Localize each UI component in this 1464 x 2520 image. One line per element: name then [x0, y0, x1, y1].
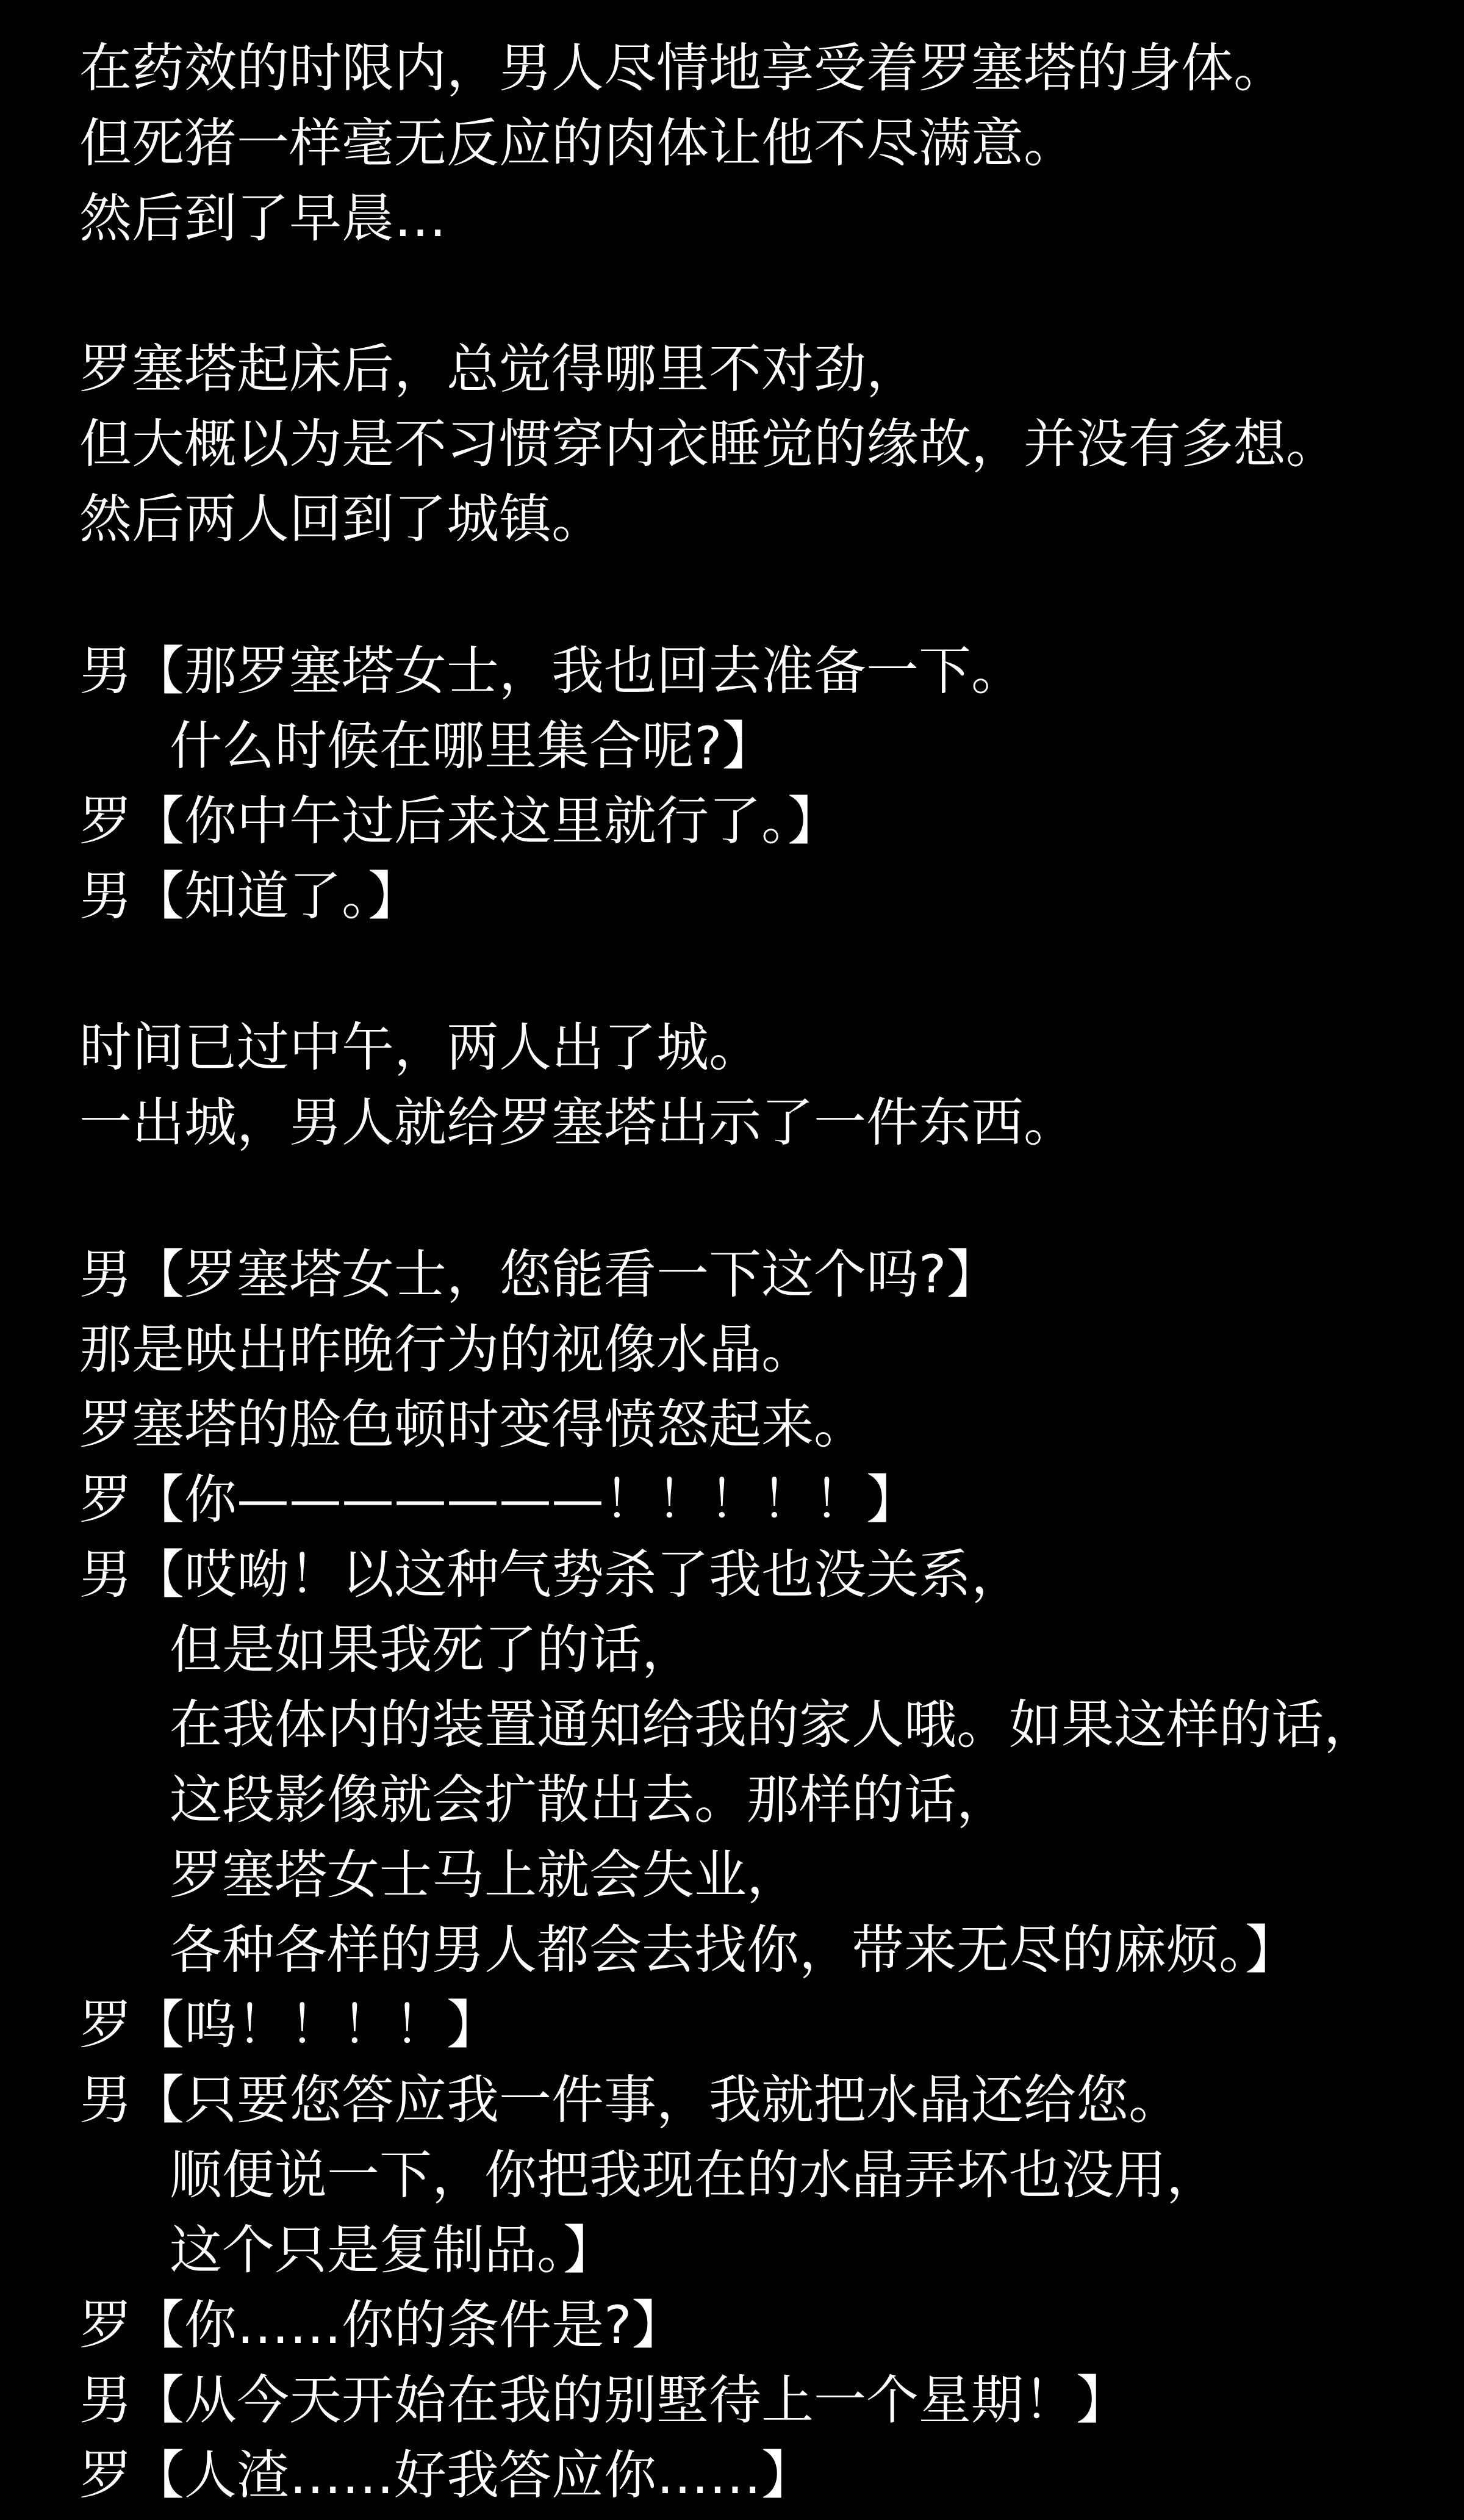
- dialogue-line: 男【从今天开始在我的别墅待上一个星期！】: [79, 2370, 1128, 2431]
- dialogue-line: 罗【你———————！！！！！】: [79, 1469, 919, 1530]
- dialogue-continuation: 顺便说一下，你把我现在的水晶弄坏也没用，: [170, 2145, 1219, 2206]
- text-line: 那是映出昨晚行为的视像水晶。: [79, 1319, 814, 1380]
- text-line: 时间已过中午，两人出了城。: [79, 1017, 761, 1078]
- dialogue-continuation: 各种各样的男人都会去找你，带来无尽的麻烦。】: [170, 1920, 1297, 1981]
- dialogue-line: 罗【呜！！！！】: [79, 1995, 499, 2056]
- dialogue-line: 男【知道了。】: [79, 866, 420, 927]
- text-line: 然后到了早晨…: [79, 188, 447, 249]
- dialogue-continuation: 罗塞塔女士马上就会失业，: [170, 1845, 799, 1906]
- text-line: 但大概以为是不习惯穿内衣睡觉的缘故，并没有多想。: [79, 414, 1338, 475]
- dialogue-line: 罗【你……你的条件是?】: [79, 2295, 684, 2356]
- dialogue-continuation: 什么时候在哪里集合呢?】: [170, 716, 775, 777]
- dialogue-line: 男【哎呦！以这种气势杀了我也没关系，: [79, 1544, 1024, 1605]
- dialogue-continuation: 在我体内的装置通知给我的家人哦。如果这样的话，: [170, 1694, 1376, 1755]
- text-line: 但死猪一样毫无反应的肉体让他不尽满意。: [79, 113, 1076, 174]
- dialogue-line: 男【只要您答应我一件事，我就把水晶还给您。: [79, 2070, 1181, 2131]
- dialogue-continuation: 这段影像就会扩散出去。那样的话，: [170, 1769, 1009, 1831]
- dialogue-continuation: 这个只是复制品。】: [170, 2220, 615, 2281]
- dialogue-line: 男【罗塞塔女士，您能看一下这个吗?】: [79, 1244, 999, 1305]
- text-line: 罗塞塔起床后，总觉得哪里不对劲，: [79, 339, 919, 400]
- dialogue-line: 罗【你中午过后来这里就行了。】: [79, 791, 840, 852]
- dialogue-continuation: 但是如果我死了的话，: [170, 1619, 694, 1680]
- text-line: 然后两人回到了城镇。: [79, 489, 604, 550]
- dialogue-line: 罗【人渣……好我答应你……】: [79, 2445, 814, 2506]
- text-line: 罗塞塔的脸色顿时变得愤怒起来。: [79, 1394, 866, 1455]
- text-line: 在药效的时限内，男人尽情地享受着罗塞塔的身体。: [79, 38, 1286, 99]
- text-line: 一出城，男人就给罗塞塔出示了一件东西。: [79, 1092, 1076, 1153]
- dialogue-line: 男【那罗塞塔女士，我也回去准备一下。: [79, 641, 1024, 702]
